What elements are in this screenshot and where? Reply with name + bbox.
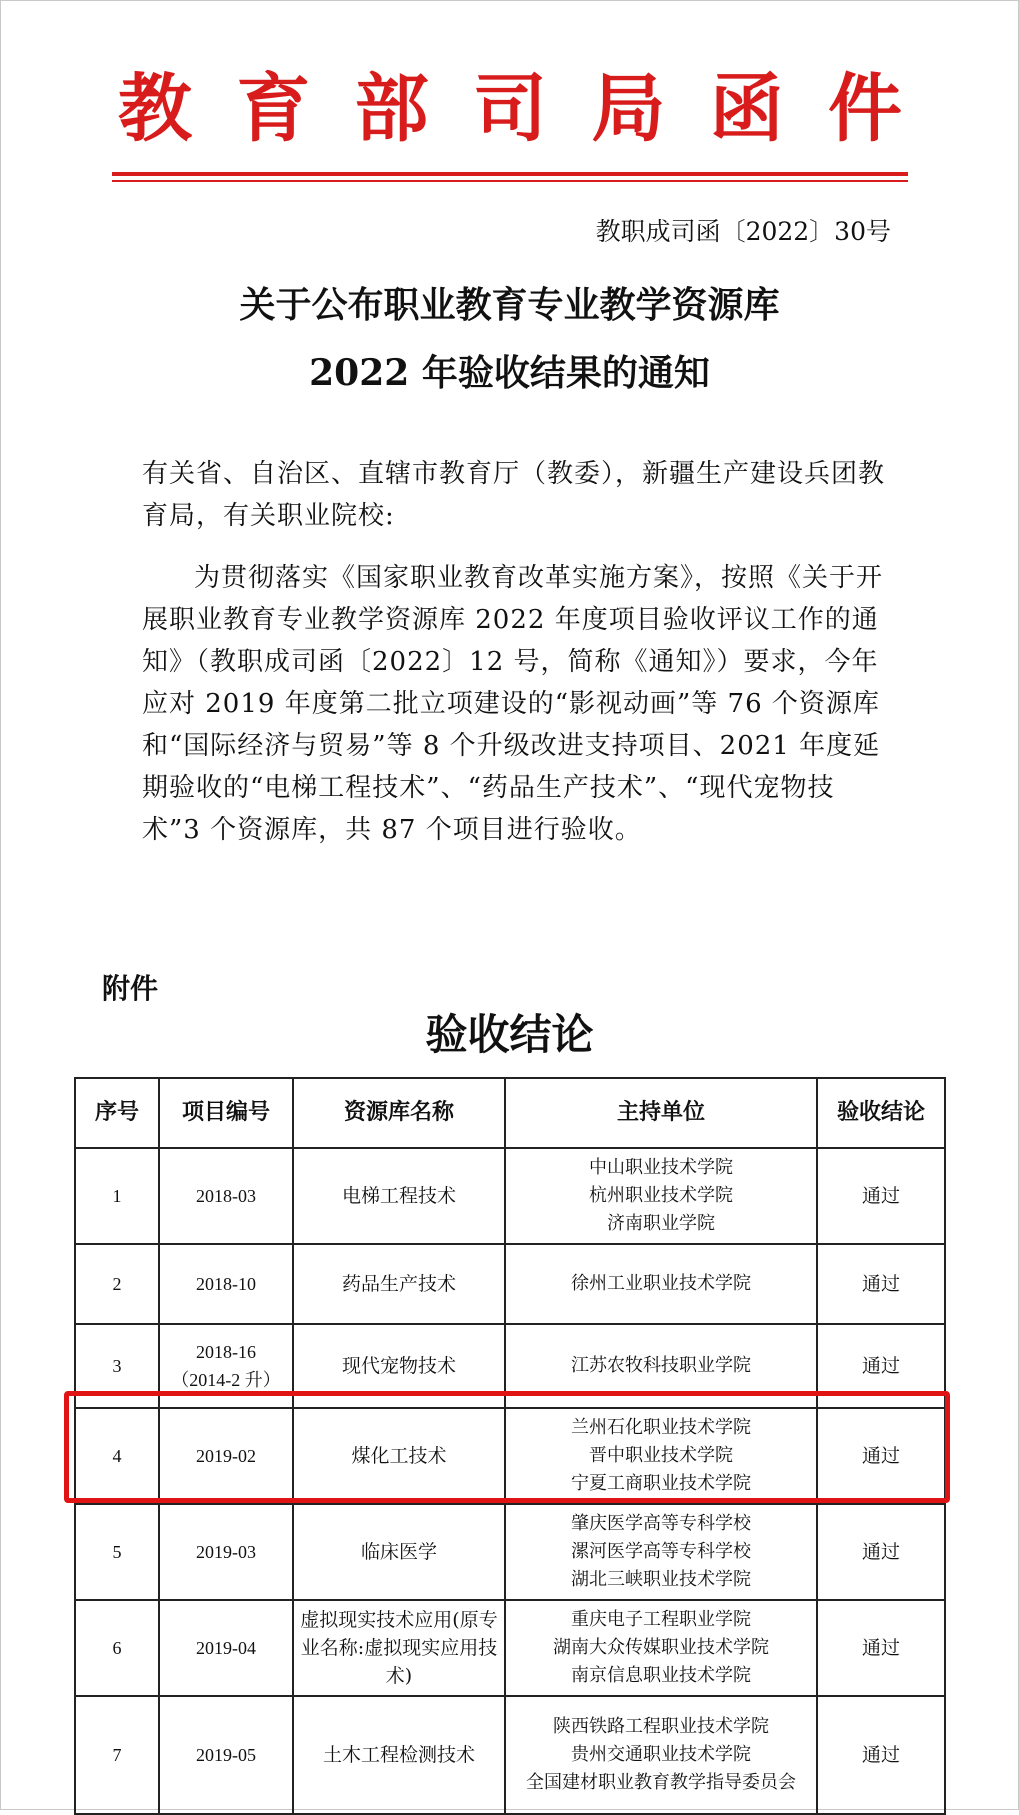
cell-name: 临床医学 xyxy=(293,1504,505,1600)
cell-code: 2019-05 xyxy=(159,1696,293,1814)
host-unit: 杭州职业技术学院 xyxy=(589,1185,733,1206)
host-unit: 全国建材职业教育教学指导委员会 xyxy=(526,1772,796,1793)
letterhead-char: 育 xyxy=(236,66,311,152)
cell-code: 2019-04 xyxy=(159,1600,293,1696)
table-header-row xyxy=(75,1078,945,1148)
host-unit: 济南职业学院 xyxy=(607,1213,715,1234)
cell-units xyxy=(505,1600,817,1696)
host-unit: 宁夏工商职业技术学院 xyxy=(571,1473,751,1494)
cell-result: 通过 xyxy=(817,1504,945,1600)
header-code: 项目编号 xyxy=(159,1078,293,1148)
letterhead-rule xyxy=(112,172,908,176)
cell-name: 土木工程检测技术 xyxy=(293,1696,505,1814)
letterhead-char: 函 xyxy=(709,66,784,152)
table-row xyxy=(75,1244,945,1324)
host-unit: 肇庆医学高等专科学校 xyxy=(571,1513,751,1534)
cell-result: 通过 xyxy=(817,1324,945,1408)
host-unit: 湖南大众传媒职业技术学院 xyxy=(553,1637,769,1658)
cell-name: 电梯工程技术 xyxy=(293,1148,505,1244)
table-row xyxy=(75,1600,945,1696)
cell-code: 2018-03 xyxy=(159,1148,293,1244)
table-row xyxy=(75,1696,945,1814)
cell-seq: 3 xyxy=(75,1324,159,1408)
host-unit: 重庆电子工程职业学院 xyxy=(571,1609,751,1630)
host-unit: 徐州工业职业技术学院 xyxy=(571,1273,751,1294)
addressee: 有关省、自治区、直辖市教育厅（教委），新疆生产建设兵团教育局，有关职业院校: xyxy=(142,459,886,531)
letterhead-char: 局 xyxy=(591,66,666,152)
letterhead-title xyxy=(112,66,908,152)
cell-code: 2018-10 xyxy=(159,1244,293,1324)
cell-seq: 1 xyxy=(75,1148,159,1244)
cell-name: 药品生产技术 xyxy=(293,1244,505,1324)
cell-units xyxy=(505,1696,817,1814)
cell-code: 2019-02 xyxy=(159,1408,293,1504)
cell-seq: 5 xyxy=(75,1504,159,1600)
cell-code: 2019-03 xyxy=(159,1504,293,1600)
table-row xyxy=(75,1504,945,1600)
project-code: 2018-16 xyxy=(196,1342,256,1362)
cell-name: 现代宠物技术 xyxy=(293,1324,505,1408)
cell-units xyxy=(505,1148,817,1244)
letterhead-rule-thin xyxy=(112,180,908,182)
header-units: 主持单位 xyxy=(505,1078,817,1148)
table-title: 验收结论 xyxy=(425,1010,594,1059)
cell-result: 通过 xyxy=(817,1696,945,1814)
cell-name: 煤化工技术 xyxy=(293,1408,505,1504)
document-title-line-1: 关于公布职业教育专业教学资源库 xyxy=(239,284,780,326)
cell-seq: 2 xyxy=(75,1244,159,1324)
body-paragraph: 为贯彻落实《国家职业教育改革实施方案》，按照《关于开展职业教育专业教学资源库 2022 年度项目验收评议工作的通知》（教职成司函〔2022〕12 号，简称《通知》）要求，今年应对 2019 年度第二批立项建设的“影视动画”等 76 个资源库和“国际经济与贸易”等 8 个升级改进支持项目、2021 年度延期验收的“电梯工程技术”、“药品生产技术”、“现代宠物技术”3 个资源库，共 87 个项目进行验收。 xyxy=(142,563,884,845)
attachment-label: 附件 xyxy=(102,972,159,1005)
cell-units xyxy=(505,1244,817,1324)
cell-name: 虚拟现实技术应用(原专业名称:虚拟现实应用技术) xyxy=(293,1600,505,1696)
host-unit: 贵州交通职业技术学院 xyxy=(571,1744,751,1765)
host-unit: 陕西铁路工程职业技术学院 xyxy=(553,1716,769,1737)
cell-result: 通过 xyxy=(817,1408,945,1504)
letterhead-char: 部 xyxy=(354,66,429,152)
header-result: 验收结论 xyxy=(817,1078,945,1148)
row-4-highlight-frame xyxy=(64,1391,950,1503)
cell-seq: 4 xyxy=(75,1408,159,1504)
cell-units xyxy=(505,1504,817,1600)
host-unit: 晋中职业技术学院 xyxy=(589,1445,733,1466)
host-unit: 漯河医学高等专科学校 xyxy=(571,1541,751,1562)
letterhead-char: 教 xyxy=(118,66,192,152)
host-unit: 江苏农牧科技职业学院 xyxy=(571,1355,751,1376)
table-row xyxy=(75,1148,945,1244)
cell-result: 通过 xyxy=(817,1244,945,1324)
letterhead-char: 司 xyxy=(472,66,547,152)
document-title-line-2: 2022 年验收结果的通知 xyxy=(309,352,710,394)
host-unit: 中山职业技术学院 xyxy=(589,1157,733,1178)
letterhead-char: 件 xyxy=(827,66,902,152)
cell-seq: 7 xyxy=(75,1696,159,1814)
project-code-note: （2014-2 升） xyxy=(171,1370,281,1390)
host-unit: 湖北三峡职业技术学院 xyxy=(571,1569,751,1590)
host-unit: 兰州石化职业技术学院 xyxy=(571,1417,751,1438)
cell-result: 通过 xyxy=(817,1600,945,1696)
document-number: 教职成司函〔2022〕30号 xyxy=(595,217,891,246)
header-seq: 序号 xyxy=(75,1078,159,1148)
host-unit: 南京信息职业技术学院 xyxy=(571,1665,751,1686)
cell-result: 通过 xyxy=(817,1148,945,1244)
cell-seq: 6 xyxy=(75,1600,159,1696)
header-name: 资源库名称 xyxy=(293,1078,505,1148)
